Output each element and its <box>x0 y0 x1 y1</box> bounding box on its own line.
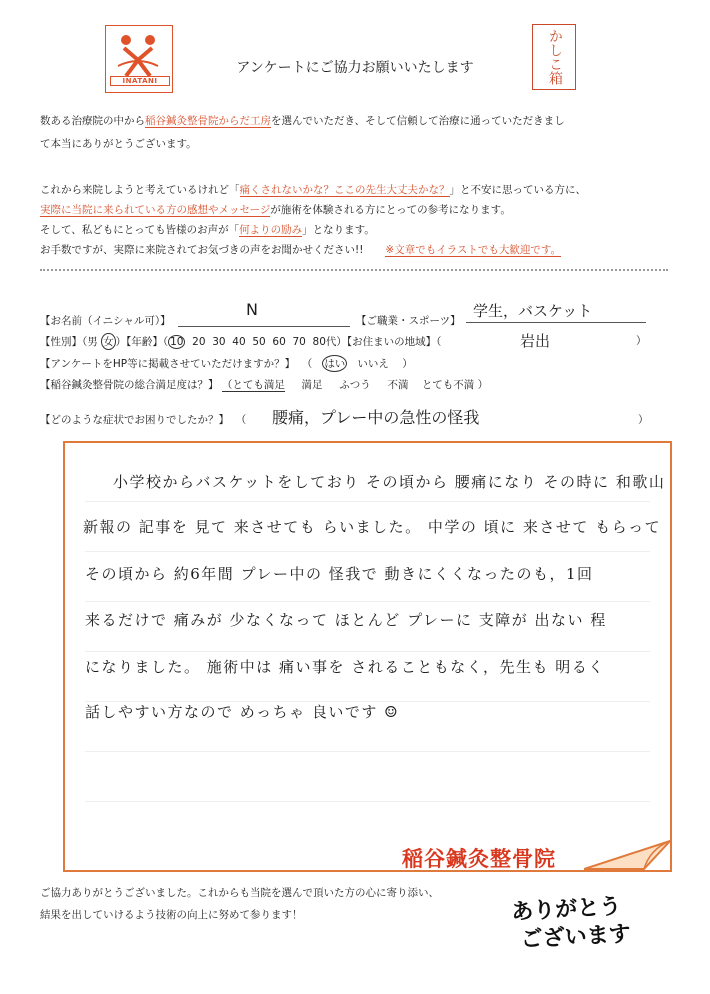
intro-line-1-post: を選んでいただき、そして信頼して治療に通っていただきまし <box>271 115 565 127</box>
intro-line-3 <box>40 183 586 197</box>
section-divider <box>40 269 668 271</box>
intro-welcome-note: ※文章でもイラストでも大歓迎です。 <box>385 244 562 256</box>
panel-rule <box>85 501 650 502</box>
satisfaction-option-neutral[interactable]: ふつう <box>339 379 371 391</box>
symptom-label <box>40 412 246 427</box>
intro-clinic-name: 稲谷鍼灸整骨院からだ工房 <box>145 115 271 127</box>
signature <box>511 892 632 954</box>
age-option-10[interactable]: 10 <box>170 336 184 348</box>
page-curl-icon <box>584 819 672 871</box>
satisfaction-option-very-unsatisfied[interactable]: とても不満 <box>421 379 475 391</box>
area-label: 【お住まいの地域 <box>346 336 426 348</box>
age-option-20[interactable]: 20 <box>192 336 206 348</box>
symptom-close: ） <box>638 414 649 426</box>
publish-label: 【アンケートをHP等に掲載させていただけますか？】 <box>40 358 296 370</box>
symptom-label-text: 【どのような症状でお困りでしたか？】 <box>40 414 229 426</box>
satisfaction-option-very-satisfied[interactable]: （とても満足 <box>221 379 285 391</box>
age-option-60[interactable]: 60 <box>272 336 286 348</box>
intro-line-6-text: お手数ですが、実際に来院されてお気づきの声をお聞かせください!! <box>40 244 364 256</box>
age-option-50[interactable]: 50 <box>252 336 266 348</box>
intro-line-3-highlight: 痛くされないかな？ここの先生大丈夫かな？ <box>239 184 450 196</box>
name-underline <box>178 326 350 327</box>
clinic-name-stamp: 稲谷鍼灸整骨院 <box>402 847 556 871</box>
panel-rule <box>85 551 650 552</box>
intro-line-6 <box>40 243 561 257</box>
comment-line-6: 話しやすい方なので めっちゃ 良いです ☺ <box>85 703 400 721</box>
signature-line-2: ございます <box>520 920 632 953</box>
publish-field <box>40 355 413 372</box>
job-label: 【ご職業・スポーツ】 <box>356 315 461 327</box>
symptom-value[interactable]: 腰痛，プレー中の急性の怪我 <box>272 408 480 427</box>
age-label: 【年齢】（ <box>126 336 169 348</box>
satisfaction-option-satisfied[interactable]: 満足 <box>301 379 323 391</box>
publish-option-yes[interactable]: はい <box>322 355 347 372</box>
intro-line-5 <box>40 223 375 237</box>
panel-rule <box>85 651 650 652</box>
name-value[interactable]: N <box>246 300 258 319</box>
intro-line-4-highlight: 実際に当院に来られている方の感想やメッセージ <box>40 204 271 216</box>
name-label: 【お名前（イニシャル可）】 <box>40 315 171 327</box>
seal-stamp <box>532 24 576 90</box>
logo-text: INATANI <box>110 76 170 86</box>
publish-close: ） <box>402 358 413 370</box>
intro-line-3-pre: これから来院しようと考えているけれど「 <box>40 184 240 196</box>
age-option-80[interactable]: 80代 <box>312 336 337 348</box>
comment-line-2: 新報の 記事を 見て 来させても らいました。 中学の 頃に 来させて もらって <box>83 518 662 536</box>
intro-line-4 <box>40 203 511 217</box>
seal-text: かしこ箱 <box>547 29 563 85</box>
job-underline <box>466 322 646 323</box>
age-option-30[interactable]: 30 <box>212 336 226 348</box>
thanks-line-2: 結果を出していけるよう技術の向上に努めて参ります！ <box>40 909 303 921</box>
page-title: アンケートにご協力お願いいたします <box>236 60 474 76</box>
gender-option-female[interactable]: 女 <box>101 333 116 350</box>
satisfaction-option-unsatisfied[interactable]: 不満 <box>387 379 409 391</box>
gender-close: ） <box>115 336 127 348</box>
intro-line-5-post: 」となります。 <box>302 224 375 236</box>
comment-panel[interactable] <box>63 441 672 872</box>
publish-open: （ <box>301 358 313 370</box>
comment-line-1: 小学校からバスケットをしており その頃から 腰痛になり その時に 和歌山 <box>113 473 666 491</box>
satisfaction-close: ） <box>477 379 489 391</box>
gender-label: 【性別】（男 <box>40 336 98 348</box>
age-option-70[interactable]: 70 <box>292 336 306 348</box>
panel-rule <box>85 601 650 602</box>
comment-line-3: その頃から 約6年間 プレー中の 怪我で 動きにくくなったのも，1回 <box>85 565 594 583</box>
intro-line-5-highlight: 何よりの励み <box>239 224 303 236</box>
comment-line-5: になりました。 施術中は 痛い事を されることもなく，先生も 明るく <box>85 658 605 676</box>
publish-option-no[interactable]: いいえ <box>357 358 389 370</box>
area-close: ） <box>636 335 647 347</box>
panel-rule <box>85 801 650 802</box>
area-value[interactable]: 岩出 <box>520 332 551 350</box>
panel-rule <box>85 751 650 752</box>
intro-line-5-pre: そして、私どもにとっても皆様のお声が「 <box>40 224 240 236</box>
area-open: 】（ <box>425 336 442 348</box>
age-close: ） <box>336 336 347 348</box>
intro-line-2: て本当にありがとうございます。 <box>40 138 197 150</box>
intro-line-4-post: が施術を体験される方にとっての参考になります。 <box>270 204 511 216</box>
gender-field <box>40 333 441 350</box>
thanks-line-1: ご協力ありがとうございました。これからも当院を選んで頂いた方の心に寄り添い、 <box>40 887 439 899</box>
age-option-40[interactable]: 40 <box>232 336 246 348</box>
intro-line-1-pre: 数ある治療院の中から <box>40 115 145 127</box>
intro-line-3-post: 」と不安に思っている方に、 <box>449 184 586 196</box>
satisfaction-label: 【稲谷鍼灸整骨院の総合満足度は？】 <box>40 379 219 391</box>
intro-line-1 <box>40 114 565 128</box>
comment-line-4: 来るだけで 痛みが 少なくなって ほとんど プレーに 支障が 出ない 程 <box>85 611 607 629</box>
symptom-open: （ <box>235 414 247 426</box>
satisfaction-field <box>40 377 488 392</box>
job-value[interactable]: 学生，バスケット <box>473 302 593 320</box>
signature-line-1: ありがとう <box>510 893 622 926</box>
